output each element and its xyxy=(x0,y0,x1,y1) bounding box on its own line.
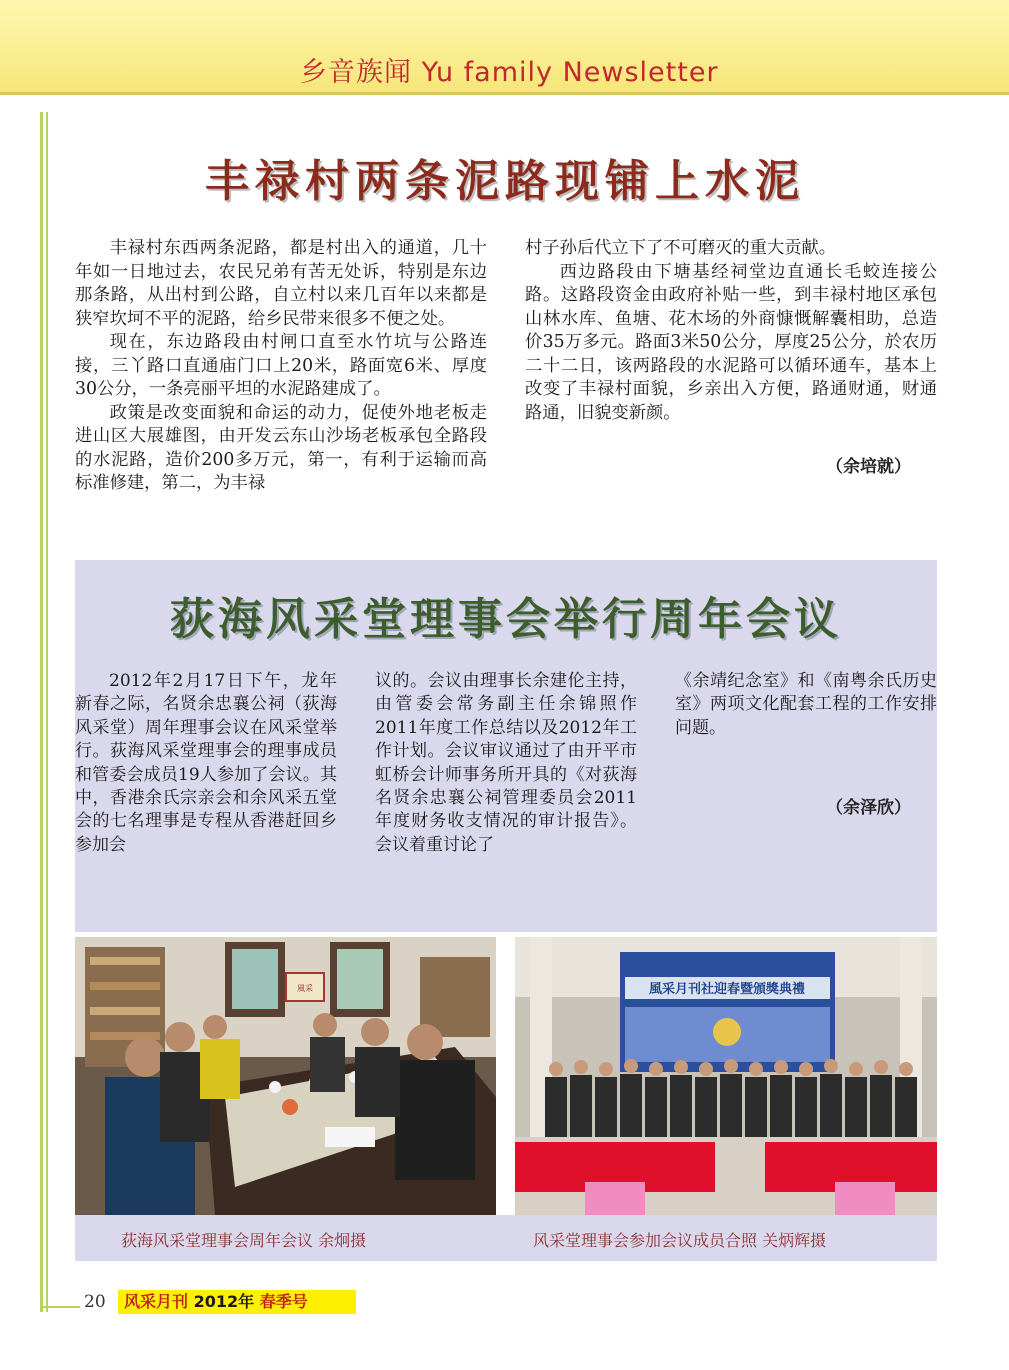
article2-paragraph: 议的。会议由理事长余建伦主持，由管委会常务副主任余锦照作2011年度工作总结以及2012年工作计划。会议审议通过了由开平市虹桥会计师事务所开具的《对荻海名贤余忠襄公祠管理委员会2011年度财务收支情况的审计报告》。会议着重讨论了 xyxy=(375,671,637,855)
frame-line-outer xyxy=(40,112,43,1312)
article2-title: 荻海风采堂理事会举行周年会议 xyxy=(170,594,842,645)
magazine-tag xyxy=(118,1290,356,1314)
article1-continuation: 村子孙后代立下了不可磨灭的重大贡献。 xyxy=(525,238,837,258)
article1-left-column xyxy=(75,237,487,496)
article1-paragraph: 现在，东边路段由村闸口直至水竹坑与公路连接，三丫路口直通庙门口上20米，路面宽6米、厚度30公分，一条亮丽平坦的水泥路建成了。 xyxy=(75,332,487,399)
article1-right-column xyxy=(525,237,937,425)
article1-paragraph: 政策是改变面貌和命运的动力，促使外地老板走进山区大展雄图，由开发云东山沙场老板承包全路段的水泥路，造价200多万元，第一，有利于运输而高标准修建，第二，为丰禄 xyxy=(75,402,487,493)
magazine-season: 春季号 xyxy=(259,1292,308,1311)
wall-sign-text: 風采 xyxy=(297,984,313,993)
left-photo-caption: 荻海风采堂理事会周年会议 余炯摄 xyxy=(121,1231,367,1250)
frame-line-inner xyxy=(46,112,48,1312)
article1-paragraph: 丰禄村东西两条泥路，都是村出入的通道，几十年如一日地过去，农民兄弟有苦无处诉，特别是东边那条路，从出村到公路，自立村以来几百年以来都是狭窄坎坷不平的泥路，给乡民带来很多不便之处。 xyxy=(75,238,487,329)
article2-column-1 xyxy=(75,670,337,857)
right-photo-caption: 风采堂理事会参加会议成员合照 关炳辉摄 xyxy=(533,1231,827,1250)
article2-paragraph: 2012年2月17日下午，龙年新春之际，名贤余忠襄公祠（荻海风采堂）周年理事会议在风采堂举行。荻海风采堂理事会的理事成员和管委会成员19人参加了会议。其中，香港余氏宗亲会和余风采五堂会的七名理事是专程从香港赶回乡参加会 xyxy=(75,671,337,855)
newsletter-header-title: 乡音族闻 Yu family Newsletter xyxy=(300,57,719,88)
meeting-photo-image xyxy=(75,937,496,1215)
frame-line-bottom xyxy=(40,1306,80,1308)
meeting-photo xyxy=(75,937,496,1215)
article2-paragraph: 《余靖纪念室》和《南粤余氏历史室》两项文化配套工程的工作安排问题。 xyxy=(675,671,937,738)
group-photo-image xyxy=(515,937,937,1215)
banner-text: 風采月刊社迎春暨頒獎典禮 xyxy=(648,982,806,997)
article2-column-3 xyxy=(675,670,937,740)
article1-paragraph: 西边路段由下塘基经祠堂边直通长毛蛟连接公路。这路段资金由政府补贴一些，到丰禄村地区承包山林水库、鱼塘、花木场的外商慷慨解囊相助，总造价35万多元。路面3米50公分，厚度25公分，於农历二十二日，该两路段的水泥路可以循环通车，基本上改变了丰禄村面貌，乡亲出入方便，路通财通，财通路通，旧貌变新颜。 xyxy=(525,261,937,423)
group-photo xyxy=(515,937,937,1215)
article1-byline: （余培就） xyxy=(826,457,911,477)
article2-column-2 xyxy=(375,670,637,857)
article1-title: 丰禄村两条泥路现铺上水泥 xyxy=(205,156,805,207)
magazine-year: 2012年 xyxy=(193,1292,255,1311)
article2-byline: （余泽欣） xyxy=(826,798,911,818)
page-number: 20 xyxy=(84,1292,106,1312)
magazine-name: 风采月刊 xyxy=(124,1292,189,1311)
